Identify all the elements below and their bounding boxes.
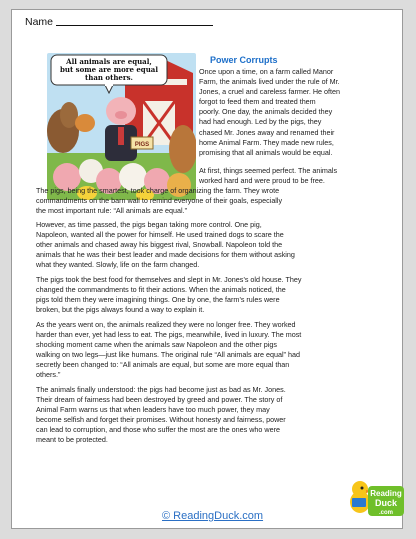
farm-animals-illustration [47,53,196,200]
text-line: worked hard and were proud to be free. [199,176,325,186]
text-line: Their dream of fairness had been destroyed by greed and power. The story of [36,395,283,405]
text-line: other animals and chased away his biggest rival, Snowball. Napoleon told the [36,240,283,250]
story-paragraph-6 [36,385,390,446]
duck-mascot-icon [348,476,406,522]
name-field-row [25,16,213,28]
logo-word-reading: Reading [370,489,402,498]
text-line: As the years went on, the animals realized they were no longer free. They worked [36,320,296,329]
caption-line: All animals are equal, [66,57,152,66]
text-line: forgot to feed them and treated them [199,97,316,107]
text-line: promising that all animals would be equal. [199,147,333,157]
text-line: However, as time passed, the pigs began taking more control. One pig, [36,220,262,229]
story-paragraph-2-start [199,166,390,186]
logo-word-com: .com [378,510,394,516]
worksheet-page [11,9,403,529]
text-line: secretly been changed to: “All animals are equal, but some are more equal than [36,360,290,370]
text-line: the most important rule: “All animals are equal.” [36,206,188,216]
caption-line: but some are more equal [60,65,158,74]
text-line: Napoleon, wanted all the power for himself. He used trained dogs to scare the [36,230,284,240]
text-line: Once upon a time, on a farm called Manor [199,67,334,76]
text-line: The animals finally understood: the pigs had become just as bad as Mr. Jones. [36,385,286,394]
story-title: Power Corrupts [210,55,278,65]
text-line: commandments on the barn wall to remind everyone of their goals, especially [36,196,283,206]
text-line: shocking moment came when the animals saw Napoleon and the other pigs [36,340,277,350]
text-line: broken, but the pigs always found a way to explain it. [36,305,205,315]
text-line: others.” [36,370,61,380]
story-paragraph-3 [36,220,390,270]
text-line: pigs told them they were imagining things. One by one, the farm’s rules were [36,295,280,305]
pigs-sign-text: PIGS [134,142,150,148]
caption-line: than others. [85,73,133,82]
text-line: poorly. One day, the animals decided they [199,107,333,117]
story-paragraph-4 [36,275,390,315]
text-line: Jones, a cruel and careless farmer. He often [199,87,341,97]
text-line: walking on two legs—just like humans. The original rule “All animals are equal” had [36,350,300,360]
text-line: what they wanted. Slowly, life on the farm changed. [36,260,200,270]
text-line: chased Mr. Jones away and renamed their [199,127,335,137]
text-line: changed the commandments to fit their actions. When the animals noticed, the [36,285,286,295]
readingduck-link[interactable]: © ReadingDuck.com [162,510,264,522]
text-line: animals that he was their best leader and made decisions for them without asking [36,250,295,260]
story-paragraph-5 [36,320,390,381]
text-line: meant to be protected. [36,435,108,445]
text-line: At first, things seemed perfect. The animals [199,166,338,175]
text-line: Animal Farm warns us that when leaders have too much power, they may [36,405,270,415]
name-write-line[interactable] [56,24,213,26]
text-line: had had enough. Led by the pigs, they [199,117,322,127]
text-line: can lead to corruption, and those who suffer the most are the ones who were [36,425,280,435]
story-paragraph-2-end [36,186,390,216]
readingduck-logo [348,476,406,522]
story-paragraph-1 [199,67,390,158]
text-line: become selfish and forget their promises. Without honesty and fairness, power [36,415,286,425]
text-line: harder than ever, yet had less to eat. The pigs, meanwhile, lived in luxury. The most [36,330,302,340]
text-line: The pigs took the best food for themselves and slept in Mr. Jones’s old house. They [36,275,302,284]
name-label: Name [25,16,54,28]
logo-word-duck: Duck [374,498,398,508]
text-line: home Animal Farm. They made new rules, [199,137,334,147]
text-line: Farm, the animals lived under the rule of Mr. [199,77,340,87]
text-line: The pigs, being the smartest, took charge of organizing the farm. They wrote [36,186,280,195]
illustration-speech-bubble [59,58,159,82]
